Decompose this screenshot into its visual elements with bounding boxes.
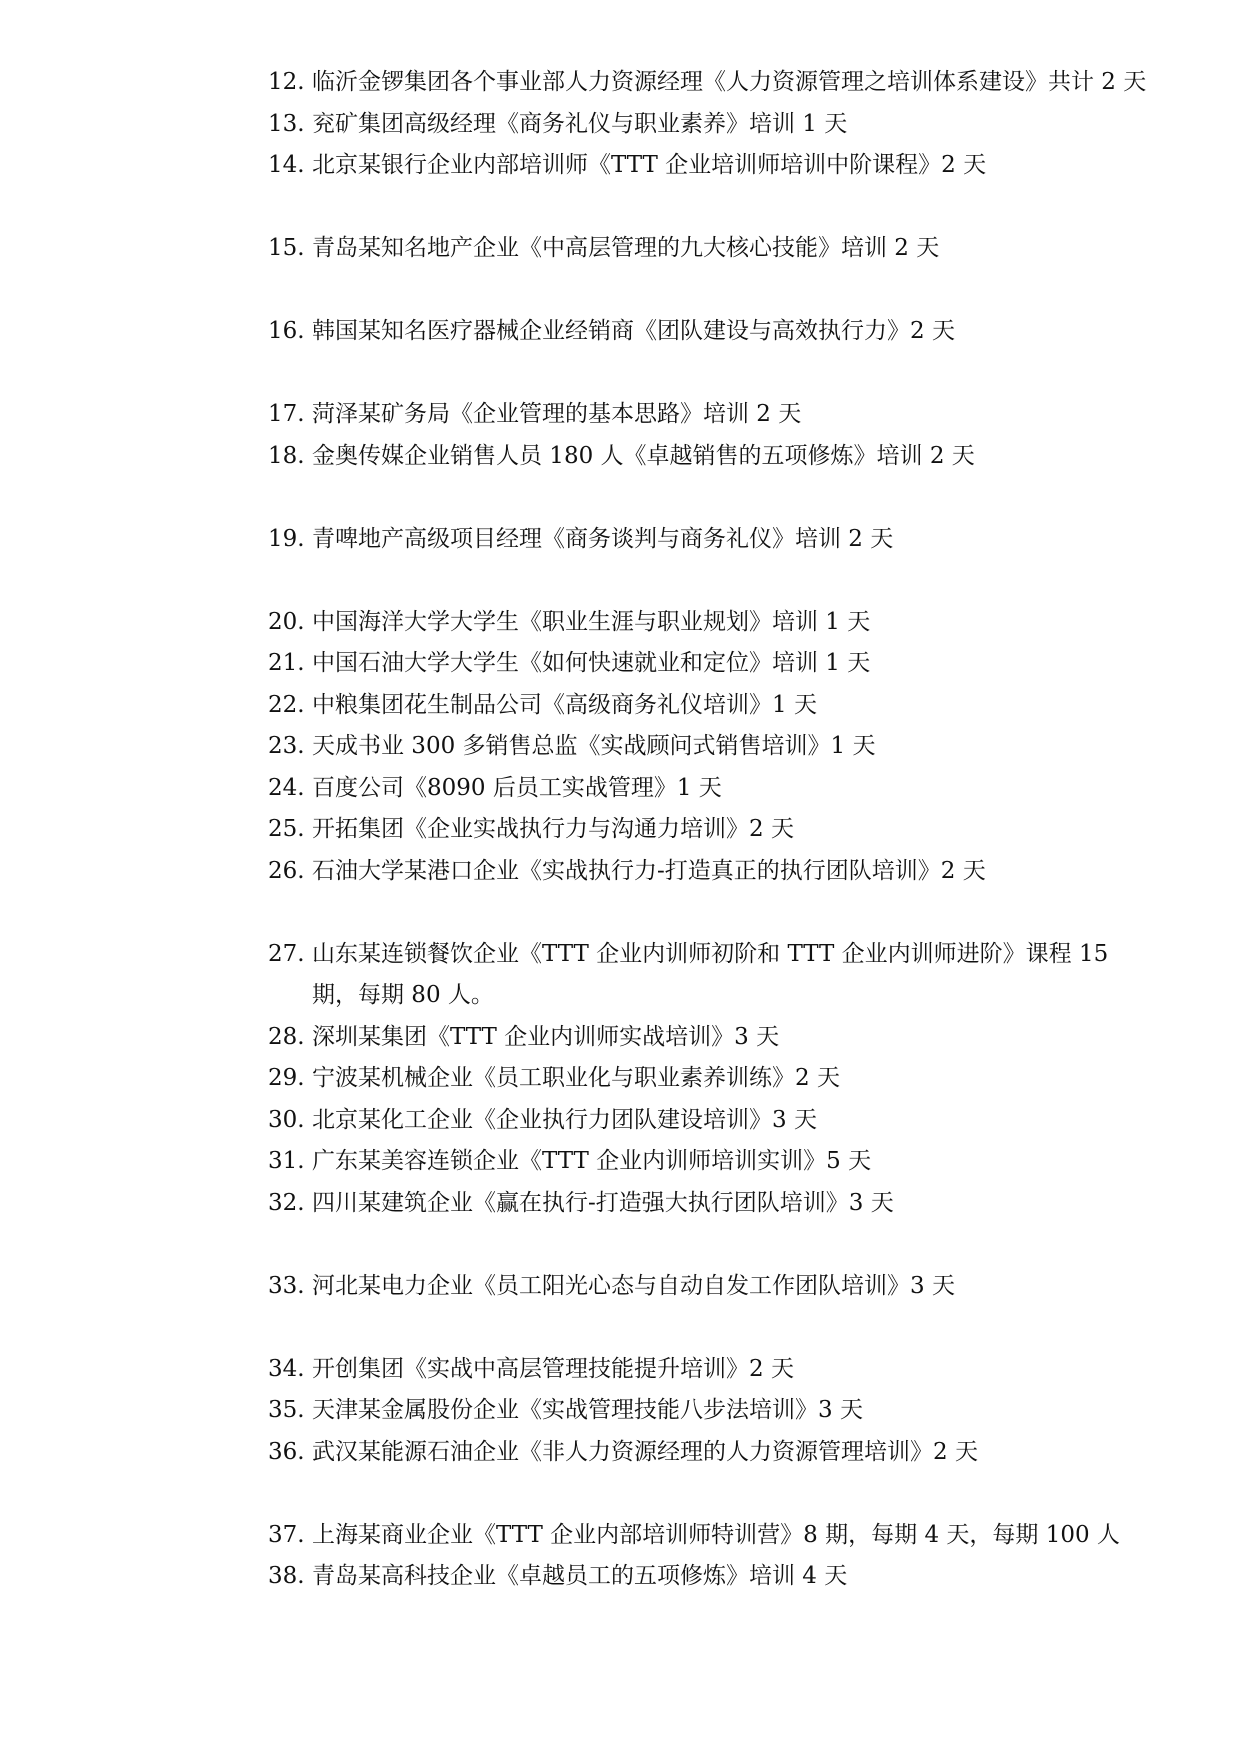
item-text: 菏泽某矿务局《企业管理的基本思路》培训 2 天 — [312, 401, 802, 427]
list-item — [268, 1556, 1148, 1598]
item-text: 青岛某知名地产企业《中高层管理的九大核心技能》培训 2 天 — [312, 235, 940, 261]
item-text: 开拓集团《企业实战执行力与沟通力培训》2 天 — [312, 816, 794, 842]
item-text: 山东某连锁餐饮企业《TTT 企业内训师初阶和 TTT 企业内训师进阶》课程 15 期，每期 80 人。 — [312, 940, 1109, 1008]
item-number: 21. — [268, 650, 305, 676]
item-text: 宁波某机械企业《员工职业化与职业素养训练》2 天 — [312, 1065, 840, 1091]
item-number: 17. — [268, 401, 305, 427]
item-number: 30. — [268, 1106, 305, 1133]
list-item — [268, 519, 1148, 561]
item-text: 四川某建筑企业《赢在执行-打造强大执行团队培训》3 天 — [312, 1189, 894, 1216]
item-text: 开创集团《实战中高层管理技能提升培训》2 天 — [312, 1355, 794, 1382]
list-item — [268, 809, 1148, 851]
item-number: 13. — [268, 110, 305, 137]
item-text: 天津某金属股份企业《实战管理技能八步法培训》3 天 — [312, 1397, 863, 1423]
item-number: 23. — [268, 733, 305, 759]
item-text: 金奥传媒企业销售人员 180 人《卓越销售的五项修炼》培训 2 天 — [312, 442, 975, 469]
list-item — [268, 228, 1148, 270]
item-text: 百度公司《8090 后员工实战管理》1 天 — [312, 774, 722, 801]
item-number: 28. — [268, 1023, 305, 1050]
list-item — [268, 1017, 1148, 1059]
item-number: 35. — [268, 1397, 305, 1423]
item-number: 38. — [268, 1563, 305, 1589]
list-item — [268, 1100, 1148, 1142]
item-number: 12. — [268, 69, 305, 95]
list-item — [268, 934, 1148, 1017]
item-number: 36. — [268, 1438, 305, 1465]
list-item — [268, 851, 1148, 893]
item-text: 兖矿集团高级经理《商务礼仪与职业素养》培训 1 天 — [312, 110, 848, 137]
item-text: 韩国某知名医疗器械企业经销商《团队建设与高效执行力》2 天 — [312, 318, 955, 344]
item-text: 青岛某高科技企业《卓越员工的五项修炼》培训 4 天 — [312, 1563, 848, 1589]
item-number: 26. — [268, 857, 305, 884]
item-number: 25. — [268, 816, 305, 842]
item-number: 32. — [268, 1189, 305, 1216]
list-item — [268, 62, 1148, 104]
item-text: 临沂金锣集团各个事业部人力资源经理《人力资源管理之培训体系建设》共计 2 天 — [312, 69, 1147, 95]
item-text: 中国石油大学大学生《如何快速就业和定位》培训 1 天 — [312, 650, 871, 676]
item-number: 20. — [268, 608, 305, 635]
item-number: 29. — [268, 1065, 305, 1091]
item-number: 19. — [268, 525, 305, 552]
item-number: 15. — [268, 235, 305, 261]
item-number: 34. — [268, 1355, 305, 1382]
list-item — [268, 1349, 1148, 1391]
list-item — [268, 643, 1148, 685]
list-item — [268, 1515, 1148, 1557]
item-text: 天成书业 300 多销售总监《实战顾问式销售培训》1 天 — [312, 733, 876, 759]
item-text: 广东某美容连锁企业《TTT 企业内训师培训实训》5 天 — [312, 1148, 872, 1174]
list-item — [268, 104, 1148, 146]
list-item — [268, 394, 1148, 436]
list-item — [268, 768, 1148, 810]
item-number: 33. — [268, 1272, 305, 1299]
item-text: 河北某电力企业《员工阳光心态与自动自发工作团队培训》3 天 — [312, 1272, 955, 1299]
item-number: 31. — [268, 1148, 305, 1174]
list-item — [268, 1390, 1148, 1432]
list-item — [268, 311, 1148, 353]
item-text: 北京某银行企业内部培训师《TTT 企业培训师培训中阶课程》2 天 — [312, 152, 987, 178]
list-item — [268, 436, 1148, 478]
item-text: 深圳某集团《TTT 企业内训师实战培训》3 天 — [312, 1023, 780, 1050]
list-item — [268, 1266, 1148, 1308]
list-item — [268, 1058, 1148, 1100]
item-text: 中国海洋大学大学生《职业生涯与职业规划》培训 1 天 — [312, 608, 871, 635]
list-item — [268, 1183, 1148, 1225]
item-text: 中粮集团花生制品公司《高级商务礼仪培训》1 天 — [312, 691, 817, 718]
item-text: 上海某商业企业《TTT 企业内部培训师特训营》8 期，每期 4 天，每期 100 人 — [312, 1521, 1120, 1548]
list-item — [268, 1432, 1148, 1474]
item-number: 24. — [268, 774, 305, 801]
list-item — [268, 602, 1148, 644]
item-number: 22. — [268, 691, 305, 718]
list-item — [268, 1141, 1148, 1183]
item-number: 18. — [268, 442, 305, 469]
item-text: 武汉某能源石油企业《非人力资源经理的人力资源管理培训》2 天 — [312, 1438, 978, 1465]
item-number: 14. — [268, 152, 305, 178]
item-text: 北京某化工企业《企业执行力团队建设培训》3 天 — [312, 1106, 817, 1133]
list-item — [268, 145, 1148, 187]
item-number: 37. — [268, 1521, 305, 1548]
item-number: 16. — [268, 318, 305, 344]
item-text: 青啤地产高级项目经理《商务谈判与商务礼仪》培训 2 天 — [312, 525, 894, 552]
training-record-list — [268, 62, 1148, 1598]
item-text: 石油大学某港口企业《实战执行力-打造真正的执行团队培训》2 天 — [312, 857, 986, 884]
item-number: 27. — [268, 940, 305, 967]
list-item — [268, 685, 1148, 727]
list-item — [268, 726, 1148, 768]
